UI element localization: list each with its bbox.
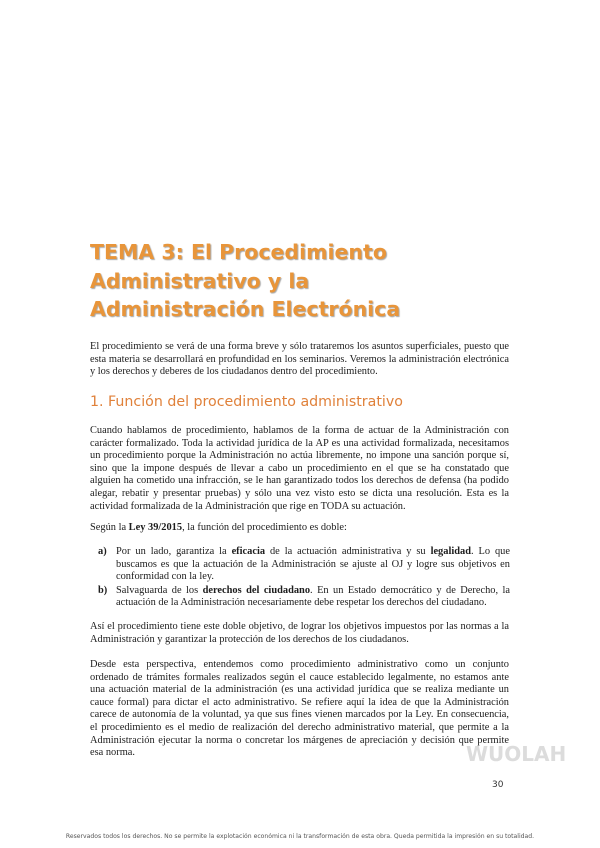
page-number: 30 <box>492 780 504 790</box>
intro-text: El procedimiento se verá de una forma breve y sólo trataremos los asuntos superficiales, puesto que esta materia se desarrollará en profundidad en los seminarios. Veremos la administración electrónica y los derechos y deberes de los ciudadanos dentro del procedimiento. <box>90 341 509 378</box>
item-a-mid: de la actuación administrativa y su <box>265 546 431 557</box>
item-a-pre: Por un lado, garantiza la <box>116 546 232 557</box>
paragraph-1 <box>90 425 509 513</box>
paragraph-4-text: Desde esta perspectiva, entendemos como procedimiento administrativo como un conjunto ordenado de trámites formales realizados según el cauce establecido legalmente, no estamos ante una actuación material de la administración (es una actividad jurídica que se realiza mediante un cauce formal) para dictar el acto administrativo. Se refiere aquí la idea de que la Administración carece de autonomía de la voluntad, ya que sus fines vienen marcados por la Ley. En consecuencia, el procedimiento es el medio de realización del derecho administrativo material, que permite a la Administración ejecutar la norma o concretar los márgenes de apreciación y decisión que permite esa norma. <box>90 659 509 759</box>
item-b-post: . En un Estado democrático y de Derecho, la actuación de la Administración necesariamente debe respetar los derechos del ciudadano. <box>116 584 510 609</box>
wuolah-watermark: WUOLAH <box>466 742 567 766</box>
paragraph-4 <box>90 659 509 760</box>
item-a-post: . Lo que buscamos es que la actuación de la Administración se ajuste al OJ y logre sus objetivos en conformidad con la ley. <box>116 546 510 583</box>
item-b-bold-1: derechos del ciudadano <box>202 584 311 596</box>
paragraph-1-text: Cuando hablamos de procedimiento, hablamos de la forma de actuar de la Administración con carácter formalizado. Toda la actividad jurídica de la AP es una actividad formalizada, necesitamos un procedimiento porque la Administración no actúa libremente, no impone una sanción porque sí, sino que la impone después de llevar a cabo un procedimiento en el que se ha constatado que alguien ha cometido una infracción, se le han garantizado todos los derechos de defensa (ha podido alegar, rebatir y presentar pruebas) y sólo una vez visto esto se dicta una resolución. Esta es la actividad formalizada de la Administración que rige en TODA su actuación. <box>90 425 509 512</box>
chapter-title-line-2: Administrativo y la <box>90 268 310 293</box>
section-heading: 1. Función del procedimiento administrativo <box>90 394 403 410</box>
item-a-bold-2: legalidad <box>430 546 471 557</box>
law-reference: Ley 39/2015 <box>128 522 183 533</box>
p2-pre: Según la <box>90 522 129 533</box>
chapter-title-line-1: TEMA 3: El Procedimiento <box>90 240 387 264</box>
list-marker: a) <box>98 546 107 557</box>
paragraph-2 <box>90 522 509 535</box>
list-item-text <box>116 546 510 584</box>
list-item-a <box>90 546 510 584</box>
list-item-text <box>116 585 510 610</box>
p2-post: , la función del procedimiento es doble: <box>182 522 347 533</box>
list-marker: b) <box>98 584 108 596</box>
paragraph-3-text: Así el procedimiento tiene este doble objetivo, de lograr los objetivos impuestos por las normas a la Administración y garantizar la protección de los derechos de los ciudadanos. <box>90 621 509 645</box>
intro-paragraph <box>90 341 509 379</box>
list-item-b <box>90 585 510 610</box>
paragraph-3 <box>90 621 509 646</box>
paragraph-2-text <box>90 522 509 535</box>
chapter-title <box>90 238 530 324</box>
function-list <box>90 546 510 611</box>
copyright-footer: Reservados todos los derechos. No se permite la explotación económica ni la transformación de esta obra. Queda permitida la impresión en su totalidad. <box>65 833 535 840</box>
item-a-bold-1: eficacia <box>231 546 266 557</box>
item-b-pre: Salvaguarda de los <box>116 584 203 596</box>
chapter-title-line-3: Administración Electrónica <box>90 297 401 321</box>
